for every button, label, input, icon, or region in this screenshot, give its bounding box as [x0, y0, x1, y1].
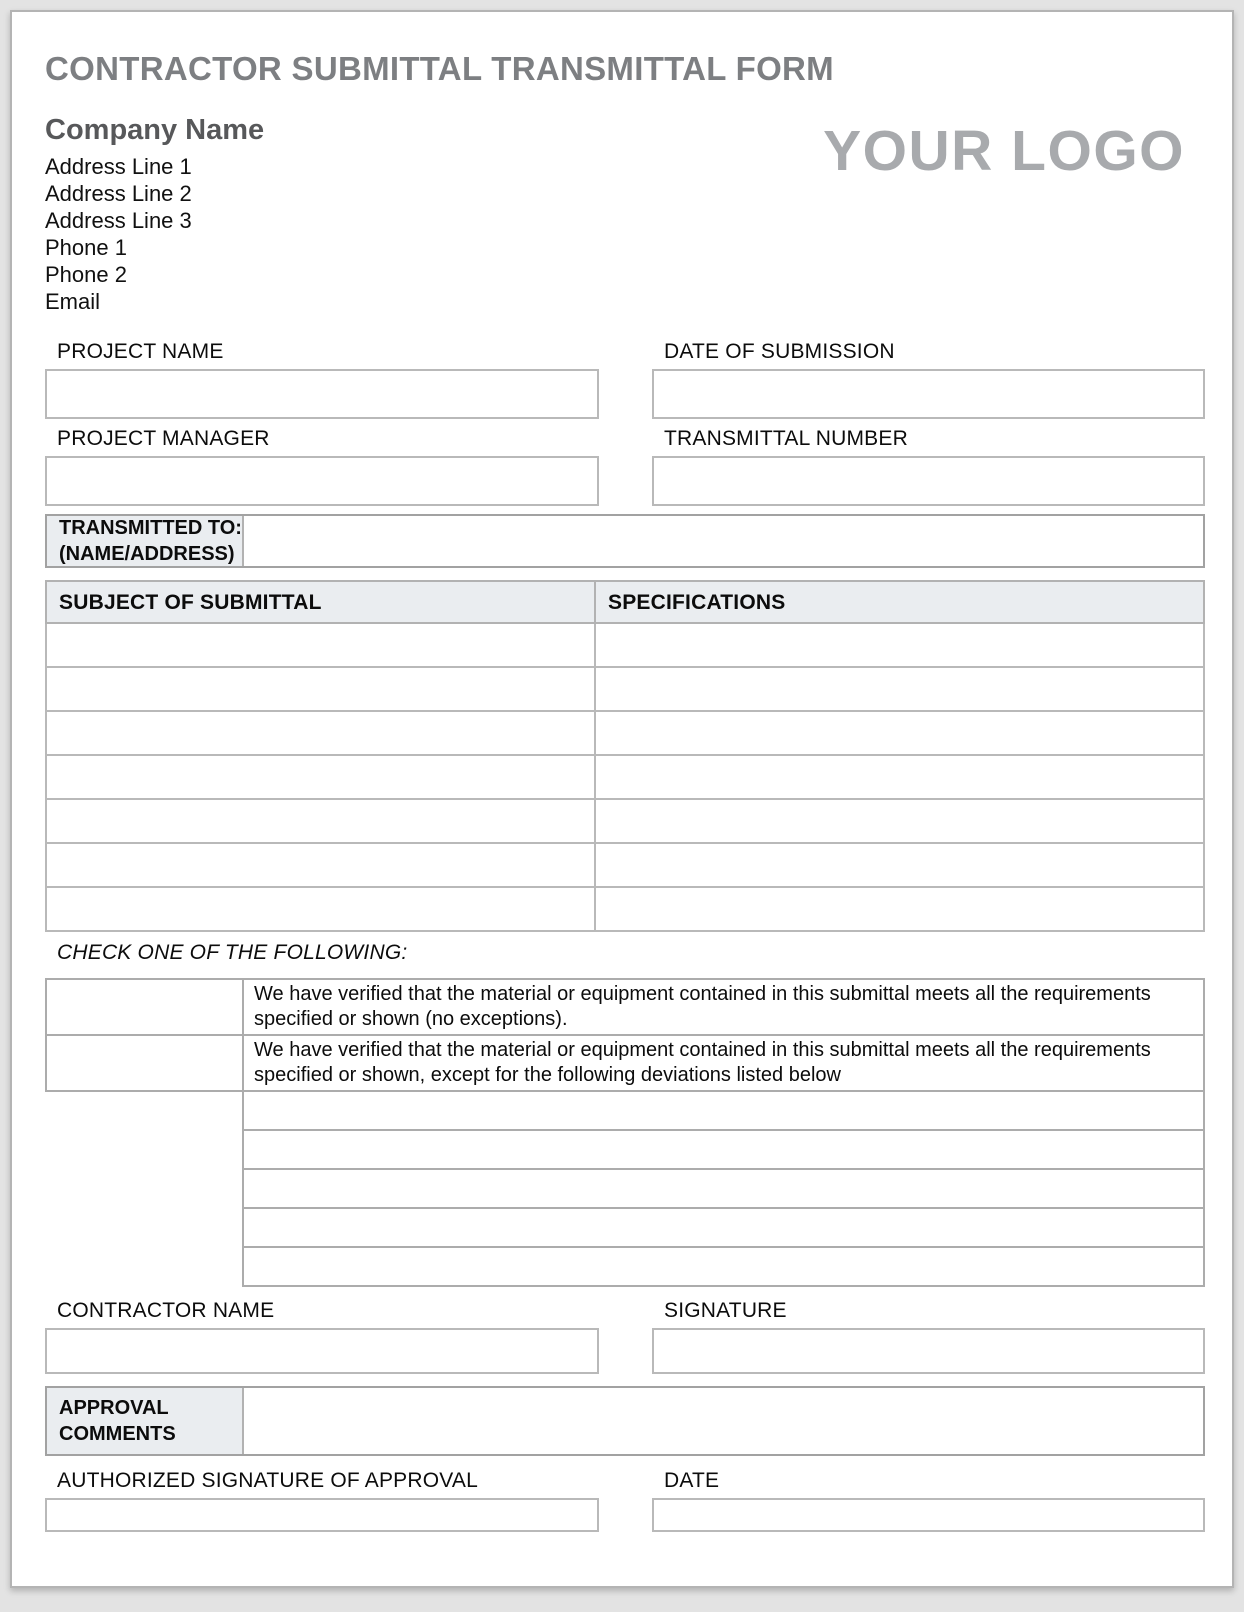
approval-comments-input[interactable]	[244, 1388, 1203, 1454]
transmitted-to-label	[47, 516, 244, 566]
contractor-name-input[interactable]	[45, 1328, 599, 1374]
deviation-row-spacer	[46, 1130, 243, 1169]
check-option-1-text: We have verified that the material or equipment contained in this submittal meets all the requirements specified or shown (no exceptions).	[243, 979, 1204, 1035]
table-row	[46, 623, 1204, 667]
deviation-row	[46, 1208, 1204, 1247]
check-option-2-text: We have verified that the material or equipment contained in this submittal meets all the requirements specified or shown, except for the following deviations listed below	[243, 1035, 1204, 1091]
company-name: Company Name	[45, 114, 265, 146]
project-manager-field	[45, 426, 599, 506]
project-name-label: PROJECT NAME	[57, 340, 224, 363]
company-email: Email	[45, 289, 101, 314]
contractor-name-field	[45, 1298, 599, 1374]
deviation-input-cell[interactable]	[243, 1091, 1204, 1130]
check-option-1-checkbox-cell[interactable]	[46, 979, 243, 1035]
project-name-input[interactable]	[45, 369, 599, 419]
subject-cell[interactable]	[46, 887, 595, 931]
deviation-row-spacer	[46, 1247, 243, 1286]
page-title: CONTRACTOR SUBMITTAL TRANSMITTAL FORM	[45, 50, 834, 87]
check-option-2-checkbox-cell[interactable]	[46, 1035, 243, 1091]
deviation-input-cell[interactable]	[243, 1208, 1204, 1247]
deviation-row-spacer	[46, 1208, 243, 1247]
approval-comments-label	[47, 1388, 244, 1454]
contractor-name-label: CONTRACTOR NAME	[57, 1299, 275, 1322]
project-fields	[45, 339, 1205, 506]
date-of-submission-label: DATE OF SUBMISSION	[664, 340, 895, 363]
page-bottom-padding	[45, 1532, 1205, 1552]
table-row	[46, 755, 1204, 799]
specifications-cell[interactable]	[595, 843, 1204, 887]
deviation-row	[46, 1247, 1204, 1286]
authorized-signature-label: AUTHORIZED SIGNATURE OF APPROVAL	[57, 1469, 479, 1492]
company-phone-1: Phone 1	[45, 235, 127, 260]
deviation-input-cell[interactable]	[243, 1247, 1204, 1286]
form-page	[10, 10, 1234, 1588]
date-of-submission-field	[652, 339, 1205, 419]
deviation-row-spacer	[46, 1169, 243, 1208]
transmitted-to-label-line2: (NAME/ADDRESS)	[59, 543, 235, 565]
deviation-row-spacer	[46, 1091, 243, 1130]
specifications-cell[interactable]	[595, 887, 1204, 931]
approval-comments-label-line2: COMMENTS	[59, 1423, 176, 1445]
specifications-cell[interactable]	[595, 799, 1204, 843]
deviation-row	[46, 1091, 1204, 1130]
authorized-signature-input[interactable]	[45, 1498, 599, 1532]
check-section-heading: CHECK ONE OF THE FOLLOWING:	[57, 941, 408, 964]
approval-signature-fields	[45, 1468, 1205, 1532]
table-row	[46, 843, 1204, 887]
check-options-table	[45, 978, 1205, 1287]
specifications-cell[interactable]	[595, 711, 1204, 755]
approval-date-input[interactable]	[652, 1498, 1205, 1532]
project-name-field	[45, 339, 599, 419]
approval-comments-section	[45, 1386, 1205, 1456]
project-manager-input[interactable]	[45, 456, 599, 506]
transmitted-to-input[interactable]	[244, 516, 1203, 566]
transmittal-number-label: TRANSMITTAL NUMBER	[664, 427, 908, 450]
form-content	[45, 12, 1205, 1552]
check-option-row-2	[46, 1035, 1204, 1091]
signature-fields	[45, 1298, 1205, 1374]
signature-field	[652, 1298, 1205, 1374]
company-address-line-2: Address Line 2	[45, 181, 192, 206]
subject-cell[interactable]	[46, 799, 595, 843]
submittal-table-header	[46, 581, 1204, 623]
subject-cell[interactable]	[46, 843, 595, 887]
approval-date-field	[652, 1468, 1205, 1532]
company-phone-2: Phone 2	[45, 262, 127, 287]
table-row	[46, 711, 1204, 755]
signature-label: SIGNATURE	[664, 1299, 787, 1322]
deviation-row	[46, 1169, 1204, 1208]
deviation-input-cell[interactable]	[243, 1130, 1204, 1169]
signature-input[interactable]	[652, 1328, 1205, 1374]
check-option-row-1	[46, 979, 1204, 1035]
specifications-cell[interactable]	[595, 623, 1204, 667]
table-row	[46, 887, 1204, 931]
deviation-row	[46, 1130, 1204, 1169]
company-header	[45, 113, 1205, 315]
project-manager-label: PROJECT MANAGER	[57, 427, 270, 450]
specifications-cell[interactable]	[595, 755, 1204, 799]
table-row	[46, 667, 1204, 711]
submittal-table-body	[46, 623, 1204, 931]
deviation-input-cell[interactable]	[243, 1169, 1204, 1208]
table-row	[46, 799, 1204, 843]
transmittal-number-input[interactable]	[652, 456, 1205, 506]
subject-cell[interactable]	[46, 711, 595, 755]
subject-cell[interactable]	[46, 755, 595, 799]
transmitted-to-section	[45, 514, 1205, 568]
subject-cell[interactable]	[46, 623, 595, 667]
date-of-submission-input[interactable]	[652, 369, 1205, 419]
company-address-line-3: Address Line 3	[45, 208, 192, 233]
submittal-table	[45, 580, 1205, 932]
transmitted-to-label-line1: TRANSMITTED TO:	[59, 517, 242, 539]
specifications-cell[interactable]	[595, 667, 1204, 711]
authorized-signature-field	[45, 1468, 599, 1532]
company-block	[45, 113, 264, 315]
logo-placeholder: YOUR LOGO	[823, 119, 1185, 183]
approval-date-label: DATE	[664, 1469, 720, 1492]
transmittal-number-field	[652, 426, 1205, 506]
deviation-rows	[46, 1091, 1204, 1286]
approval-comments-label-line1: APPROVAL	[59, 1397, 169, 1419]
specifications-header: SPECIFICATIONS	[595, 581, 1204, 623]
company-address-line-1: Address Line 1	[45, 154, 192, 179]
subject-of-submittal-header: SUBJECT OF SUBMITTAL	[46, 581, 595, 623]
subject-cell[interactable]	[46, 667, 595, 711]
